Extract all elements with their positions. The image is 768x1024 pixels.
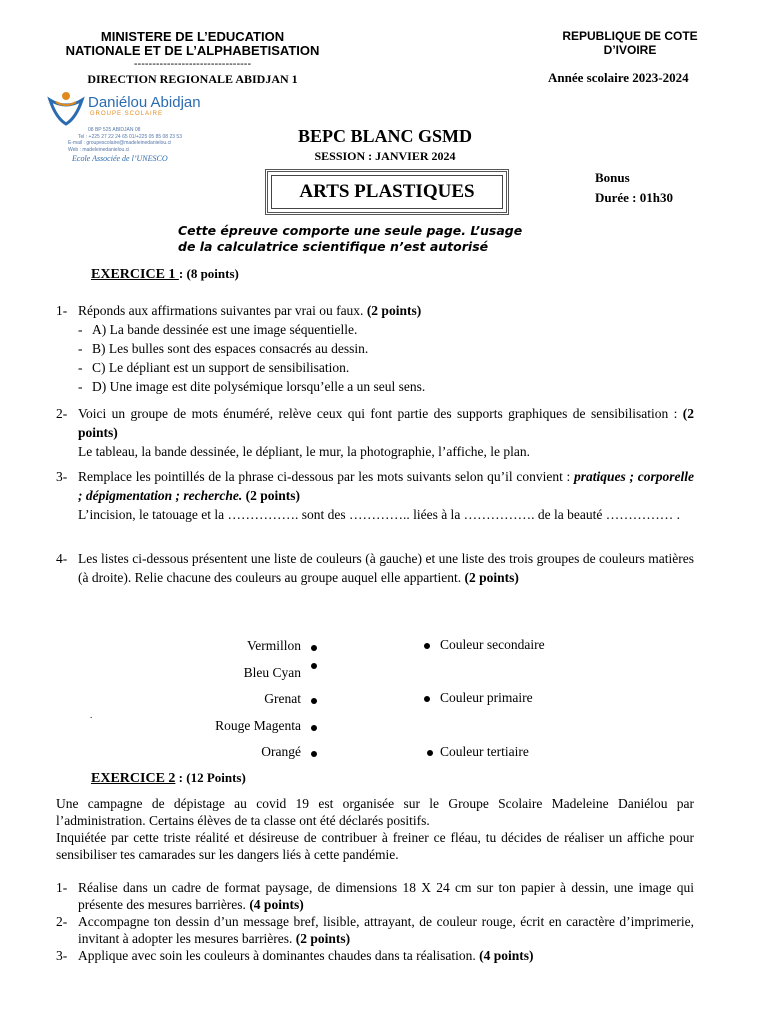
group-item: Couleur primaire (440, 690, 533, 705)
logo-name: Daniélou Abidjan (88, 94, 201, 111)
group-dot (427, 750, 433, 756)
ministry-line-2: NATIONALE ET DE L’ALPHABETISATION (65, 43, 320, 58)
colour-item: Orangé (261, 744, 301, 759)
question-points: (2 points) (464, 570, 519, 585)
regional-direction: DIRECTION REGIONALE ABIDJAN 1 (87, 72, 298, 86)
question-number: 2- (56, 406, 68, 421)
exercise-2-task-1 (56, 879, 694, 913)
question-number: 3- (56, 469, 68, 484)
question-text: Remplace les pointillés de la phrase ci-dessous par les mots suivants selon qu’il convient : (78, 469, 575, 484)
task-text: Réalise dans un cadre de format paysage, de dimensions 18 X 24 cm sur ton papier à dessin, une image qui présente des mesures barrières. (78, 880, 694, 912)
colour-item: Grenat (264, 691, 301, 706)
exam-title: BEPC BLANC GSMD (297, 126, 472, 146)
true-false-list (78, 320, 694, 396)
colour-item: Bleu Cyan (243, 665, 301, 680)
exercise-2-points: : (12 Points) (175, 770, 246, 785)
task-text: Accompagne ton dessin d’un message bref, lisible, attrayant, de couleur rouge, écrit en caractère d’imprimerie, invitant à adopter les mesures barrières. (78, 914, 694, 946)
note-line-2: de la calculatrice scientifique n’est autorisé (178, 239, 489, 254)
colour-dot (311, 698, 317, 704)
question-text: Voici un groupe de mots énuméré, relève ceux qui font partie des supports graphiques de sensibilisation : (78, 406, 683, 421)
school-logo-icon (46, 88, 86, 128)
bonus-label: Bonus (595, 170, 630, 185)
question-1 (56, 301, 694, 396)
exercise-2-task-2 (56, 913, 694, 947)
exercise-2-context (56, 795, 694, 863)
republic-line-2: D’IVOIRE (603, 43, 657, 57)
ministry-line-1: MINISTERE DE L’EDUCATION (100, 29, 285, 44)
logo-info-line: E-mail : groupescolaire@madeleinedanielou.ci (68, 140, 172, 146)
context-paragraph: Une campagne de dépistage au covid 19 est organisée sur le Groupe Scolaire Madeleine Daniélou par l’administration. Certains élèves de ta classe ont été déclarés positifs. (56, 796, 694, 828)
duration-label: Durée : 01h30 (595, 190, 673, 205)
school-year: Année scolaire 2023-2024 (548, 70, 689, 85)
group-dot (424, 643, 430, 649)
stray-mark: . (90, 710, 93, 720)
context-paragraph: Inquiétée par cette triste réalité et désireuse de contribuer à freiner ce fléau, tu décides de réaliser un affiche pour sensibiliser tes camarades sur les dangers liés à cette pandémie. (56, 830, 694, 862)
ministry-header (40, 30, 345, 86)
subject-box (265, 169, 509, 215)
exercise-2-task-3 (56, 947, 694, 964)
task-points: (4 points) (479, 948, 534, 963)
question-points: (2 points) (242, 488, 300, 503)
colour-dot (311, 645, 317, 651)
colour-item: Vermillon (247, 638, 301, 653)
list-item: - B) Les bulles sont des espaces consacrés au dessin. (78, 339, 694, 358)
list-item: - A) La bande dessinée est une image séquentielle. (78, 320, 694, 339)
exercise-2-label: EXERCICE 2 (91, 771, 176, 786)
question-number: 1- (56, 303, 68, 318)
logo-info-line: Web : madeleinedanielou.ci (68, 146, 130, 153)
question-words: pratiques ; corporelle ; dépigmentation ; recherche. (78, 469, 694, 503)
group-item: Couleur tertiaire (440, 744, 529, 759)
task-number: 1- (56, 880, 68, 895)
colour-dot (311, 663, 317, 669)
note-line-1: Cette épreuve comporte une seule page. L’usage (178, 223, 523, 238)
fill-in-sentence: L’incision, le tatouage et la ……………. sont des ………….. liées à la ……………. de la beauté …………… . (78, 507, 681, 522)
question-3 (56, 467, 694, 524)
group-item: Couleur secondaire (440, 637, 545, 652)
task-number: 2- (56, 914, 68, 929)
task-number: 3- (56, 948, 68, 963)
logo-contact-info (68, 127, 182, 153)
republic-header (530, 29, 730, 57)
logo-unesco: Ecole Associée de l’UNESCO (72, 154, 168, 163)
question-number: 4- (56, 551, 68, 566)
question-text: Réponds aux affirmations suivantes par vrai ou faux. (78, 303, 367, 318)
group-dot (424, 696, 430, 702)
republic-line-1: REPUBLIQUE DE COTE (562, 29, 698, 43)
task-points: (2 points) (295, 931, 351, 946)
exercise-1-title (91, 266, 239, 283)
task-text: Applique avec soin les couleurs à dominantes chaudes dans ta réalisation. (78, 948, 480, 963)
logo-info-line: 08 BP 525 ABIDJAN 08 (88, 127, 141, 133)
exercise-1-label: EXERCICE 1 (91, 267, 179, 282)
question-2 (56, 404, 694, 461)
subject-title: ARTS PLASTIQUES (271, 175, 503, 209)
list-item: - D) Une image est dite polysémique lorsqu’elle a un seul sens. (78, 377, 694, 396)
question-points: (2 points) (366, 303, 422, 318)
exercise-2-title (91, 770, 246, 787)
exercise-1-points: : (8 points) (178, 266, 239, 281)
exam-note (178, 223, 598, 255)
colour-dot (311, 751, 317, 757)
list-item: - C) Le dépliant est un support de sensibilisation. (78, 358, 694, 377)
question-text: Les listes ci-dessous présentent une liste de couleurs (à gauche) et une liste des trois groupes de couleurs matières (à droite). Relie chacune des couleurs au groupe auquel elle appartient. (78, 551, 694, 585)
question-points: (2 points) (78, 406, 694, 440)
header-separator: -------------------------------- (133, 58, 252, 70)
colour-dot (311, 725, 317, 731)
question-4 (56, 549, 694, 587)
exam-session: SESSION : JANVIER 2024 (314, 149, 456, 163)
logo-subtitle: GROUPE SCOLAIRE (90, 111, 164, 117)
task-points: (4 points) (249, 897, 304, 912)
bonus-duration (595, 168, 673, 208)
colour-item: Rouge Magenta (215, 718, 301, 733)
word-list: Le tableau, la bande dessinée, le dépliant, le mur, la photographie, l’affiche, le plan. (78, 444, 531, 459)
logo-info-line: Tel : +225 27 22 24 65 01/+225 05 85 08 23 53 (78, 133, 182, 140)
